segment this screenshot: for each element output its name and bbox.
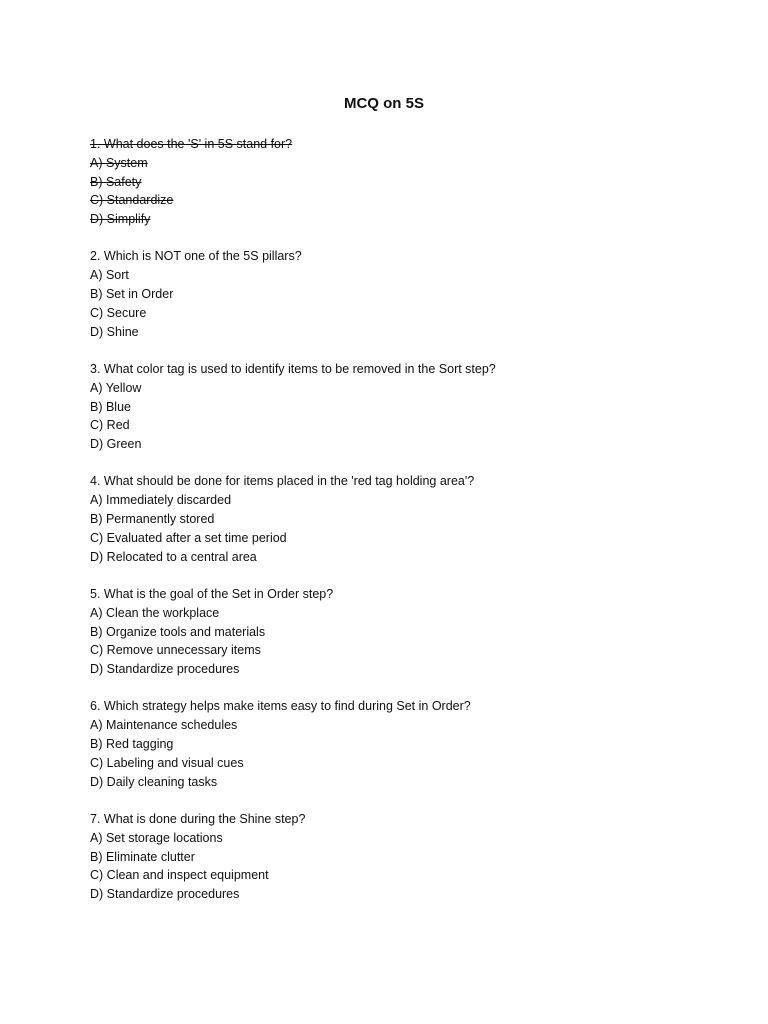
option-b: B) Permanently stored [90,512,215,527]
option-a: A) Maintenance schedules [90,718,238,733]
question-6-text: 6. Which strategy helps make items easy to find during Set in Order? [90,699,471,714]
option-b: B) Red tagging [90,737,174,752]
question-list [90,135,710,922]
question-7 [90,810,710,904]
option-d: D) Standardize procedures [90,887,240,902]
option-d: D) Simplify [90,212,151,227]
option-d: D) Standardize procedures [90,662,240,677]
option-b: B) Blue [90,399,131,414]
option-c: C) Red [90,418,130,433]
option-a: A) Sort [90,268,129,283]
page-title: MCQ on 5S [343,95,424,112]
question-6 [90,697,710,791]
option-d: D) Shine [90,324,139,339]
question-1-text: 1. What does the 'S' in 5S stand for? [90,137,293,151]
question-5-options [90,604,710,679]
question-5 [90,585,710,679]
option-c: C) Standardize [90,193,174,208]
question-2-text: 2. Which is NOT one of the 5S pillars? [90,249,302,264]
option-a: A) Immediately discarded [90,493,232,508]
option-a: A) Yellow [90,380,142,395]
option-c: C) Secure [90,305,147,320]
option-b: B) Safety [90,174,142,189]
question-3 [90,360,710,454]
option-d: D) Relocated to a central area [90,549,257,564]
option-c: C) Clean and inspect equipment [90,868,269,883]
question-5-text: 5. What is the goal of the Set in Order step? [90,586,334,601]
option-a: A) Clean the workplace [90,605,220,620]
option-b: B) Eliminate clutter [90,849,195,864]
question-4-text: 4. What should be done for items placed in the 'red tag holding area'? [90,474,475,489]
question-3-text: 3. What color tag is used to identify items to be removed in the Sort step? [90,361,496,376]
option-d: D) Daily cleaning tasks [90,774,218,789]
question-6-options [90,716,710,791]
option-b: B) Organize tools and materials [90,624,266,639]
question-7-options [90,829,710,904]
question-2 [90,247,710,341]
option-a: A) Set storage locations [90,830,223,845]
option-c: C) Evaluated after a set time period [90,530,287,545]
question-3-options [90,379,710,454]
option-b: B) Set in Order [90,287,174,302]
option-c: C) Labeling and visual cues [90,755,244,770]
option-d: D) Green [90,437,142,452]
option-a: A) System [90,155,148,170]
question-7-text: 7. What is done during the Shine step? [90,811,306,826]
option-c: C) Remove unnecessary items [90,643,261,658]
question-4 [90,472,710,566]
question-2-options [90,266,710,341]
question-4-options [90,491,710,566]
question-1-options [90,154,710,229]
question-1 [90,135,710,229]
